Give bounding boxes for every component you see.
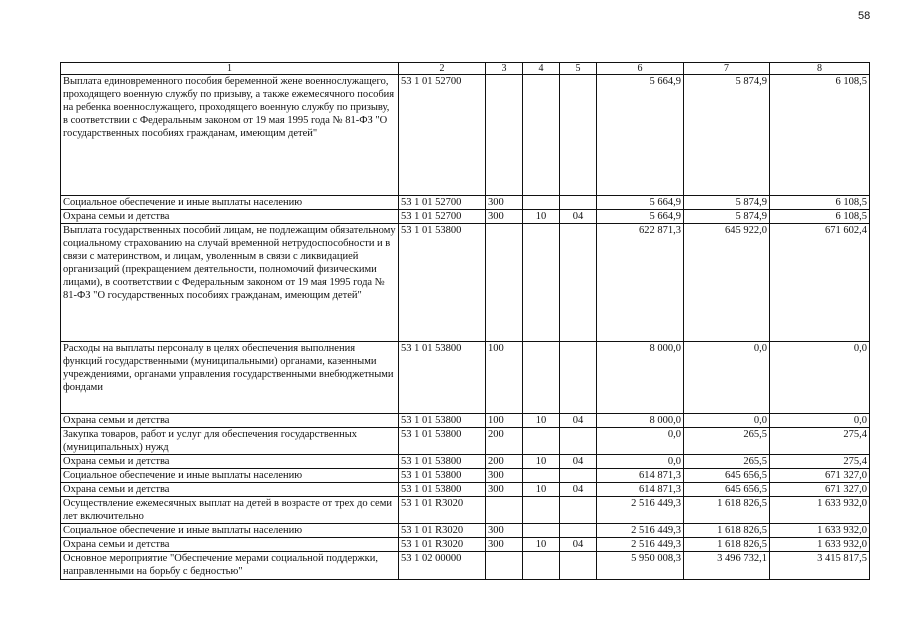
row-subsection [560, 552, 597, 580]
row-expense-type: 300 [486, 538, 523, 552]
row-expense-type [486, 224, 523, 342]
row-value-year-3: 6 108,5 [770, 196, 870, 210]
table-row [61, 524, 870, 538]
row-value-year-3: 275,4 [770, 428, 870, 455]
row-value-year-1: 5 664,9 [597, 210, 684, 224]
row-section [523, 552, 560, 580]
row-value-year-1: 0,0 [597, 428, 684, 455]
row-value-year-1: 2 516 449,3 [597, 524, 684, 538]
row-section [523, 469, 560, 483]
table-row [61, 428, 870, 455]
row-expense-type: 100 [486, 342, 523, 414]
column-header: 6 [597, 63, 684, 75]
row-subsection [560, 75, 597, 196]
table-row [61, 538, 870, 552]
header-row [61, 63, 870, 75]
row-value-year-1: 614 871,3 [597, 469, 684, 483]
row-value-year-3: 1 633 932,0 [770, 497, 870, 524]
row-expense-type: 300 [486, 196, 523, 210]
row-code: 53 1 01 52700 [399, 75, 486, 196]
column-header: 5 [560, 63, 597, 75]
row-section [523, 342, 560, 414]
row-name: Охрана семьи и детства [61, 455, 399, 469]
row-expense-type [486, 75, 523, 196]
row-code: 53 1 01 53800 [399, 224, 486, 342]
row-value-year-2: 1 618 826,5 [684, 497, 770, 524]
row-expense-type [486, 552, 523, 580]
row-value-year-2: 0,0 [684, 414, 770, 428]
row-value-year-2: 1 618 826,5 [684, 538, 770, 552]
row-value-year-1: 5 664,9 [597, 75, 684, 196]
row-section [523, 224, 560, 342]
row-name: Охрана семьи и детства [61, 414, 399, 428]
table-row [61, 75, 870, 196]
page-number: 58 [858, 10, 871, 22]
column-header: 1 [61, 63, 399, 75]
row-value-year-3: 671 602,4 [770, 224, 870, 342]
row-value-year-1: 5 664,9 [597, 196, 684, 210]
row-value-year-1: 2 516 449,3 [597, 538, 684, 552]
row-code: 53 1 01 R3020 [399, 497, 486, 524]
row-name: Охрана семьи и детства [61, 483, 399, 497]
row-name: Расходы на выплаты персоналу в целях обеспечения выполнения функций государственными (муниципальными) органами, казенными учреждениями, органами управления государственными внебюджетными фондами [61, 342, 399, 414]
row-code: 53 1 01 52700 [399, 196, 486, 210]
row-code: 53 1 01 53800 [399, 455, 486, 469]
row-code: 53 1 01 53800 [399, 469, 486, 483]
row-section [523, 75, 560, 196]
column-header: 4 [523, 63, 560, 75]
row-expense-type: 200 [486, 428, 523, 455]
row-value-year-2: 1 618 826,5 [684, 524, 770, 538]
row-section: 10 [523, 414, 560, 428]
row-value-year-3: 1 633 932,0 [770, 538, 870, 552]
row-value-year-1: 5 950 008,3 [597, 552, 684, 580]
table-row [61, 455, 870, 469]
table-row [61, 497, 870, 524]
table-row [61, 210, 870, 224]
row-value-year-3: 671 327,0 [770, 483, 870, 497]
row-code: 53 1 01 53800 [399, 414, 486, 428]
row-value-year-3: 1 633 932,0 [770, 524, 870, 538]
row-value-year-1: 0,0 [597, 455, 684, 469]
row-section [523, 428, 560, 455]
row-value-year-1: 8 000,0 [597, 414, 684, 428]
column-header: 2 [399, 63, 486, 75]
row-code: 53 1 01 53800 [399, 483, 486, 497]
row-subsection: 04 [560, 455, 597, 469]
row-name: Социальное обеспечение и иные выплаты населению [61, 524, 399, 538]
row-name: Закупка товаров, работ и услуг для обеспечения государственных (муниципальных) нужд [61, 428, 399, 455]
column-header: 8 [770, 63, 870, 75]
row-subsection [560, 428, 597, 455]
column-header: 7 [684, 63, 770, 75]
row-code: 53 1 01 R3020 [399, 524, 486, 538]
row-name: Социальное обеспечение и иные выплаты населению [61, 469, 399, 483]
row-expense-type: 300 [486, 210, 523, 224]
row-value-year-2: 0,0 [684, 342, 770, 414]
row-value-year-2: 645 656,5 [684, 469, 770, 483]
row-code: 53 1 01 53800 [399, 428, 486, 455]
row-subsection: 04 [560, 210, 597, 224]
row-value-year-2: 5 874,9 [684, 210, 770, 224]
row-value-year-2: 265,5 [684, 428, 770, 455]
row-value-year-1: 2 516 449,3 [597, 497, 684, 524]
row-section [523, 524, 560, 538]
row-value-year-2: 265,5 [684, 455, 770, 469]
row-section [523, 196, 560, 210]
row-value-year-3: 6 108,5 [770, 75, 870, 196]
budget-table [60, 62, 870, 580]
row-subsection: 04 [560, 414, 597, 428]
row-subsection: 04 [560, 538, 597, 552]
table-row [61, 342, 870, 414]
row-value-year-1: 622 871,3 [597, 224, 684, 342]
row-value-year-3: 671 327,0 [770, 469, 870, 483]
row-section: 10 [523, 538, 560, 552]
row-section: 10 [523, 210, 560, 224]
table-row [61, 469, 870, 483]
row-value-year-3: 0,0 [770, 414, 870, 428]
row-value-year-2: 645 922,0 [684, 224, 770, 342]
row-name: Осуществление ежемесячных выплат на детей в возрасте от трех до семи лет включительно [61, 497, 399, 524]
row-value-year-2: 5 874,9 [684, 196, 770, 210]
row-subsection [560, 196, 597, 210]
row-name: Охрана семьи и детства [61, 538, 399, 552]
row-code: 53 1 01 R3020 [399, 538, 486, 552]
row-subsection [560, 497, 597, 524]
row-expense-type: 300 [486, 483, 523, 497]
table-row [61, 224, 870, 342]
row-code: 53 1 02 00000 [399, 552, 486, 580]
row-name: Охрана семьи и детства [61, 210, 399, 224]
row-name: Основное мероприятие "Обеспечение мерами социальной поддержки, направленными на борьбу с бедностью" [61, 552, 399, 580]
row-subsection [560, 224, 597, 342]
row-expense-type: 200 [486, 455, 523, 469]
row-value-year-3: 0,0 [770, 342, 870, 414]
column-header: 3 [486, 63, 523, 75]
row-value-year-3: 3 415 817,5 [770, 552, 870, 580]
row-value-year-3: 275,4 [770, 455, 870, 469]
row-expense-type [486, 497, 523, 524]
table-row [61, 196, 870, 210]
row-value-year-1: 614 871,3 [597, 483, 684, 497]
row-expense-type: 300 [486, 524, 523, 538]
row-name: Выплата государственных пособий лицам, не подлежащим обязательному социальному страхованию на случай временной нетрудоспособности и в связи с материнством, и лицам, уволенным в связи с ликвидацией организаций (прекращением деятельности, полномочий физическими лицами), в соответствии с Федеральным законом от 19 мая 1995 года № 81-ФЗ "О государственных пособиях гражданам, имеющим детей" [61, 224, 399, 342]
row-value-year-3: 6 108,5 [770, 210, 870, 224]
row-value-year-2: 5 874,9 [684, 75, 770, 196]
row-section [523, 497, 560, 524]
table-row [61, 552, 870, 580]
row-value-year-2: 3 496 732,1 [684, 552, 770, 580]
row-section: 10 [523, 483, 560, 497]
row-subsection [560, 469, 597, 483]
row-name: Выплата единовременного пособия беременной жене военнослужащего, проходящего военную службу по призыву, а также ежемесячного пособия на ребенка военнослужащего, проходящего военную службу по призыву, в соответствии с Федеральным законом от 19 мая 1995 года № 81-ФЗ "О государственных пособиях гражданам, имеющим детей" [61, 75, 399, 196]
row-name: Социальное обеспечение и иные выплаты населению [61, 196, 399, 210]
row-section: 10 [523, 455, 560, 469]
row-value-year-1: 8 000,0 [597, 342, 684, 414]
table-row [61, 414, 870, 428]
row-value-year-2: 645 656,5 [684, 483, 770, 497]
row-subsection [560, 524, 597, 538]
table-row [61, 483, 870, 497]
row-code: 53 1 01 52700 [399, 210, 486, 224]
row-subsection [560, 342, 597, 414]
row-subsection: 04 [560, 483, 597, 497]
row-expense-type: 300 [486, 469, 523, 483]
row-expense-type: 100 [486, 414, 523, 428]
row-code: 53 1 01 53800 [399, 342, 486, 414]
